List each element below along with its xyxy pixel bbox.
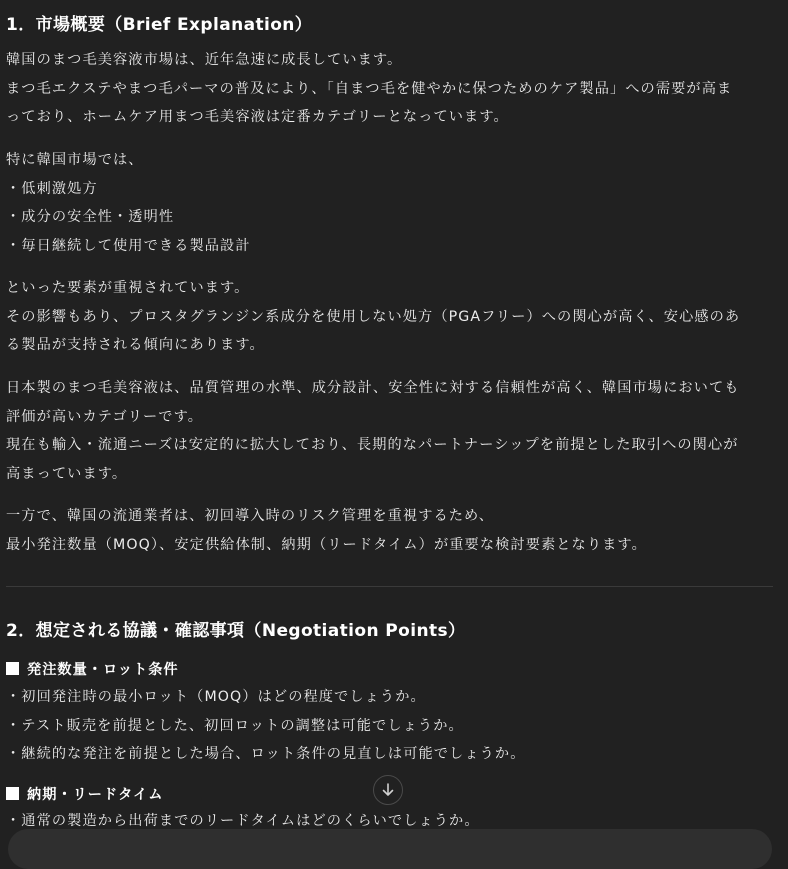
text-line: 一方で、韓国の流通業者は、初回導入時のリスク管理を重視するため、 bbox=[6, 508, 495, 524]
scroll-to-bottom-button[interactable] bbox=[373, 775, 403, 805]
subheading-lead-time bbox=[6, 783, 163, 807]
text-line: 日本製のまつ毛美容液は、品質管理の水準、成分設計、安全性に対する信頼性が高く、韓国市場においても bbox=[6, 380, 740, 396]
subheading-label: 納期・リードタイム bbox=[27, 787, 164, 803]
subheading-order-quantity bbox=[6, 658, 179, 682]
message-composer[interactable] bbox=[8, 829, 772, 869]
paragraph-japanese-products bbox=[6, 374, 778, 488]
text-line: その影響もあり、プロスタグランジン系成分を使用しない処方（PGAフリー）への関心が高く、安心感のあ bbox=[6, 308, 741, 325]
list-item: ・テスト販売を前提とした、初回ロットの調整は可能でしょうか。 bbox=[6, 717, 464, 734]
paragraph-risk-management bbox=[6, 502, 778, 559]
text-line: 現在も輸入・流通ニーズは安定的に拡大しており、長期的なパートナーシップを前提とした取引への関心が bbox=[6, 437, 739, 453]
list-item: ・成分の安全性・透明性 bbox=[6, 209, 175, 225]
text-line: 最小発注数量（MOQ）、安定供給体制、納期（リードタイム）が重要な検討要素となります。 bbox=[6, 536, 647, 553]
list-item: ・通常の製造から出荷までのリードタイムはどのくらいでしょうか。 bbox=[6, 813, 480, 829]
text-line: る製品が支持される傾向にあります。 bbox=[6, 337, 265, 353]
list-item: ・毎日継続して使用できる製品設計 bbox=[6, 237, 251, 254]
arrow-down-icon bbox=[380, 782, 396, 798]
section-heading-market-overview: 1．市場概要（Brief Explanation） bbox=[6, 15, 313, 35]
subheading-label: 発注数量・ロット条件 bbox=[27, 662, 179, 678]
section-heading-negotiation-points: 2．想定される協議・確認事項（Negotiation Points） bbox=[6, 621, 466, 641]
square-bullet-icon bbox=[6, 787, 19, 800]
text-line: っており、ホームケア用まつ毛美容液は定番カテゴリーとなっています。 bbox=[6, 109, 509, 125]
text-line: 韓国のまつ毛美容液市場は、近年急速に成長しています。 bbox=[6, 52, 403, 68]
text-line: といった要素が重視されています。 bbox=[6, 280, 250, 296]
section-divider bbox=[6, 586, 773, 587]
list-item: ・低刺激処方 bbox=[6, 180, 98, 197]
paragraph-pga-free bbox=[6, 274, 778, 360]
text-line: まつ毛エクステやまつ毛パーマの普及により、「自まつ毛を健やかに保つためのケア製品」への需要が高ま bbox=[6, 80, 733, 97]
paragraph-korean-priorities bbox=[6, 146, 778, 260]
list-item: ・継続的な発注を前提とした場合、ロット条件の見直しは可能でしょうか。 bbox=[6, 746, 526, 762]
text-line: 高まっています。 bbox=[6, 465, 128, 482]
paragraph-market-growth bbox=[6, 46, 778, 132]
text-line: 特に韓国市場では、 bbox=[6, 152, 144, 168]
text-line: 評価が高いカテゴリーです。 bbox=[6, 408, 204, 425]
list-item: ・初回発注時の最小ロット（MOQ）はどの程度でしょうか。 bbox=[6, 689, 426, 705]
square-bullet-icon bbox=[6, 662, 19, 675]
list-order-quantity bbox=[6, 683, 778, 769]
